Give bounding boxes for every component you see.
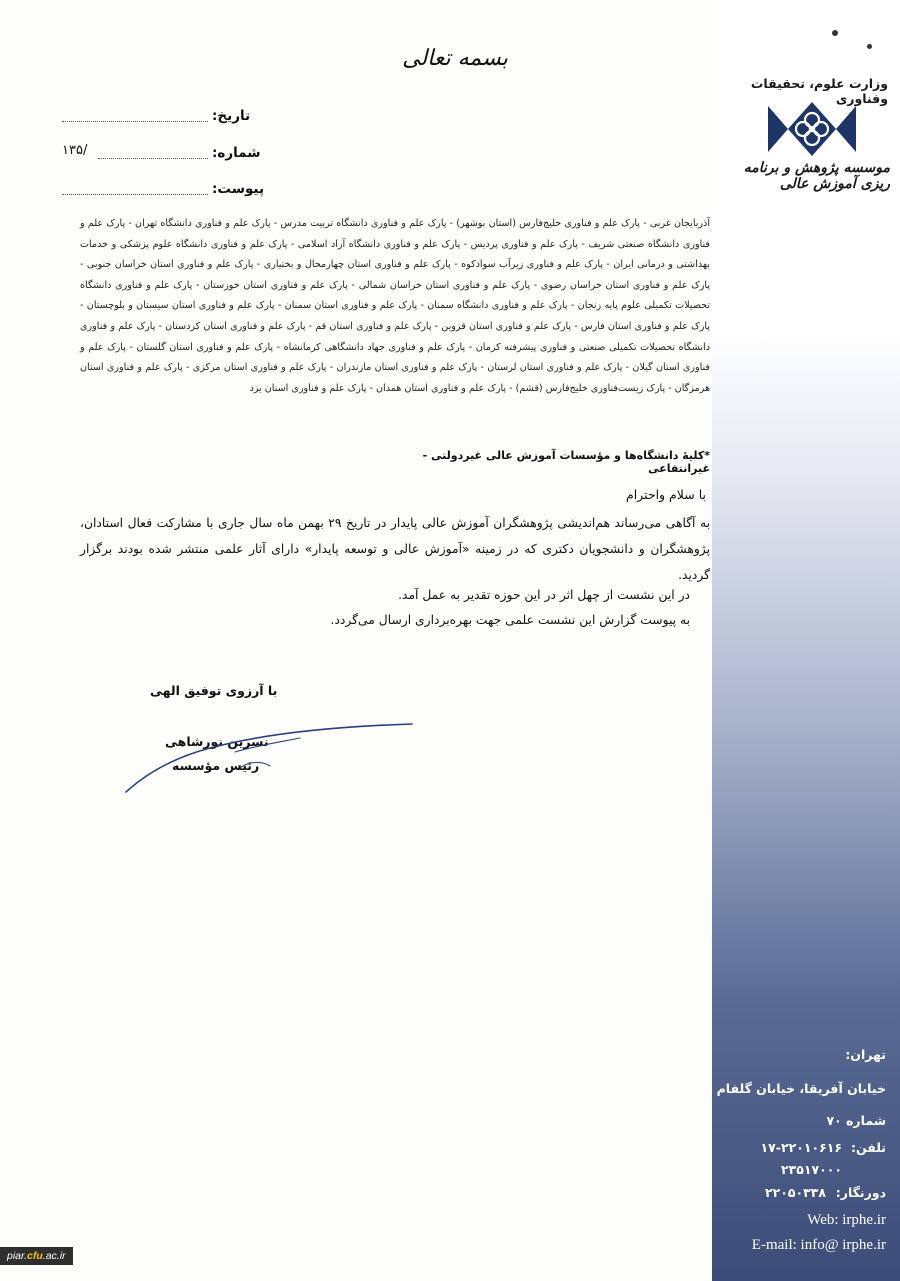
decorative-dot — [832, 30, 838, 36]
body-paragraph: به آگاهی می‌رساند هم‌اندیشی پژوهشگران آموزش عالی پایدار در تاریخ ۲۹ بهمن ماه سال جاری با مشارکت فعال استادان، پژوهشگران و دانشجویان دکتری که در زمینه «آموزش عالی و توسعه پایدار» دارای آثار علمی منتشر شده بودند برگزار گردید. — [80, 516, 711, 582]
institute-name: موسسه پژوهش و برنامه ریزی آموزش عالی — [743, 160, 890, 192]
greeting: با سلام واحترام — [625, 487, 706, 502]
contact-city: تهران: — [845, 1047, 886, 1062]
email[interactable]: E-mail: info@ irphe.ir — [751, 1237, 886, 1253]
body-line: در این نشست از چهل اثر در این حوزه تقدیر به عمل آمد. — [398, 588, 690, 602]
contact-address: خیابان آفریقا، خیابان گلفام — [716, 1081, 886, 1096]
website[interactable]: Web: irphe.ir — [807, 1212, 886, 1228]
date-label: تاریخ: — [212, 108, 251, 124]
signer-title: رئیس مؤسسه — [172, 758, 260, 773]
watermark — [0, 1247, 73, 1265]
watermark-prefix: piar. — [7, 1250, 28, 1262]
recipients-list: آذربایجان غربی - پارک علم و فناوری خلیج‌فارس (استان بوشهر) - پارک علم و فناوری دانشگاه تربیت مدرس - پارک علم و فناوری دانشگاه تهران - پارک علم و فناوری دانشگاه صنعتی شریف - پارک علم و فناوری پردیس - پارک علم و فناوری دانشگاه آزاد اسلامی - پارک علم و فناوری دانشگاه علوم پزشکی و خدمات بهداشتی و درمانی ایران - پارک علم و فناوری زیرآب سوادکوه - پارک علم و فناوری استان چهارمحال و بختیاری - پارک علم و فناوری استان خراسان جنوبی - پارک علم و فناوری استان خراسان رضوی - پارک علم و فناوری استان خراسان شمالی - پارک علم و فناوری استان خوزستان - پارک علم و فناوری دانشگاه تحصیلات تکمیلی علوم پایه زنجان - پارک علم و فناوری دانشگاه سمنان - پارک علم و فناوری استان سمنان - پارک علم و فناوری استان سیستان و بلوچستان - پارک علم و فناوری استان فارس - پارک علم و فناوری استان قزوین - پارک علم و فناوری استان قم - پارک علم و فناوری استان کردستان - پارک علم و فناوری دانشگاه تحصیلات تکمیلی صنعتی و فناوری پیشرفته کرمان - پارک علم و فناوری جهاد دانشگاهی کرمانشاه - پارک علم و فناوری استان گلستان - پارک علم و فناوری استان گیلان - پارک علم و فناوری استان لرستان - پارک علم و فناوری استان مازندران - پارک علم و فناوری استان مرکزی - پارک علم و فناوری استان هرمزگان - پارک زیست‌فناوری خلیج‌فارس (قشم) - پارک علم و فناوری استان همدان - پارک علم و فناوری استان یزد — [80, 218, 710, 394]
phone-label: تلفن: — [850, 1140, 886, 1155]
decorative-dot — [867, 44, 872, 49]
number-label: شماره: — [212, 145, 261, 161]
number-value: ۱۳۵/ — [62, 143, 88, 158]
fax-label: دورنگار: — [835, 1185, 886, 1200]
closing-wish: با آرزوی توفیق الهی — [150, 683, 278, 698]
phone-value: ۱۷-۲۲۰۱۰۶۱۶ — [760, 1140, 842, 1155]
contact-number: شماره ۷۰ — [826, 1113, 886, 1128]
signer-name: نسرین نورشاهی — [165, 734, 269, 749]
watermark-highlight: cfu — [27, 1250, 43, 1262]
date-field — [62, 120, 208, 122]
ministry-name: وزارت علوم، تحقیقات وفناوری — [750, 76, 888, 106]
recipients-universities: *کلیهٔ دانشگاه‌ها و مؤسسات آموزش عالی غیردولتی - غیرانتفاعی — [422, 449, 710, 475]
number-field — [98, 157, 208, 159]
invocation: بسمه تعالی — [402, 46, 508, 71]
institute-logo — [766, 100, 858, 158]
fax-value: ۲۲۰۵۰۳۳۸ — [764, 1185, 826, 1200]
body-line: به پیوست گزارش این نشست علمی جهت بهره‌برداری ارسال می‌گردد. — [330, 613, 690, 627]
watermark-suffix: .ac.ir — [42, 1250, 66, 1262]
attachment-label: پیوست: — [212, 181, 265, 197]
attachment-field — [62, 193, 208, 195]
handwritten-signature — [120, 718, 420, 798]
phone-value: ۲۳۵۱۷۰۰۰ — [780, 1162, 842, 1177]
